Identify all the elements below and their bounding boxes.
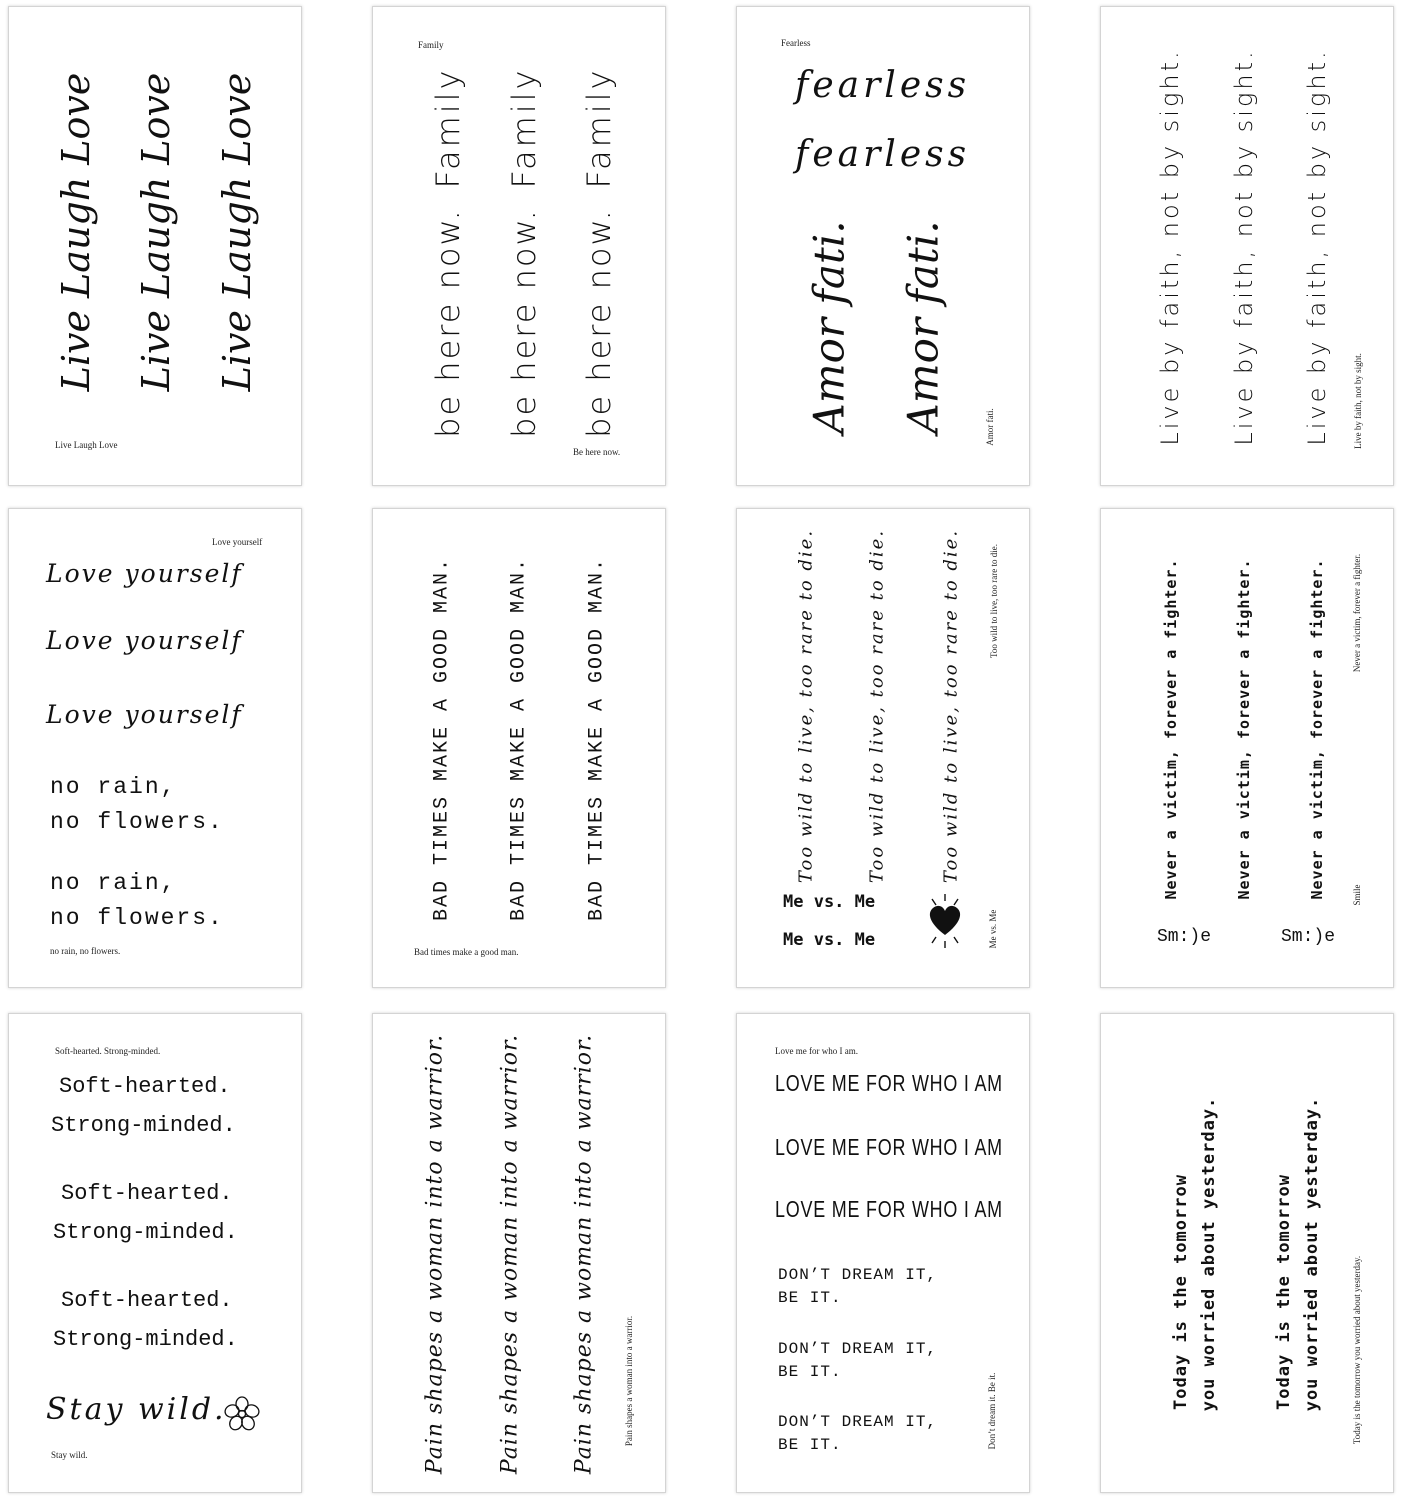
card-caption-side: Amor fati. — [985, 408, 995, 446]
tattoo-line: Soft-hearted. — [59, 1074, 231, 1099]
tattoo-card-fearless — [736, 6, 1030, 486]
tattoo-line: Strong-minded. — [53, 1327, 238, 1352]
tattoo-phrase: Live Laugh Love — [54, 72, 98, 392]
tattoo-dream-line: DON’T DREAM IT, — [778, 1340, 938, 1358]
tattoo-dream-line: BE IT. — [778, 1436, 842, 1454]
card-caption-me: Me vs. Me — [988, 909, 998, 949]
tattoo-line: you worried about yesterday. — [1302, 1096, 1322, 1412]
tattoo-line: Strong-minded. — [53, 1220, 238, 1245]
tattoo-phrase: BAD TIMES MAKE A GOOD MAN. — [430, 556, 454, 922]
tattoo-word: fearless — [795, 65, 971, 106]
card-caption-side: Too wild to live, too rare to die. — [989, 543, 999, 659]
tattoo-phrase: Live Laugh Love — [215, 72, 259, 392]
tattoo-word: Family — [429, 67, 467, 189]
tattoo-phrase: be here now. — [505, 208, 543, 438]
tattoo-word: Family — [505, 67, 543, 189]
tattoo-dream-line: BE IT. — [778, 1289, 842, 1307]
card-caption-side: Pain shapes a woman into a warrior. — [624, 1315, 634, 1447]
tattoo-phrase: Pain shapes a woman into a warrior. — [571, 1033, 597, 1475]
tattoo-line: Today is the tomorrow — [1274, 1174, 1294, 1410]
tattoo-phrase: Live by faith, not by sight. — [1230, 48, 1258, 446]
tattoo-card-today-is-tomorrow — [1100, 1013, 1394, 1493]
card-caption-smile: Smile — [1352, 884, 1362, 906]
card-caption-top: Love me for who I am. — [775, 1046, 858, 1056]
tattoo-line: Soft-hearted. — [61, 1181, 233, 1206]
tattoo-phrase: Never a victim, forever a fighter. — [1308, 558, 1326, 900]
tattoo-phrase: Too wild to live, too rare to die. — [866, 528, 888, 884]
card-caption-bottom: Stay wild. — [51, 1450, 88, 1460]
tattoo-script: Love yourself — [46, 559, 243, 588]
card-caption-bottom: no rain, no flowers. — [50, 946, 121, 956]
tattoo-line: Soft-hearted. — [61, 1288, 233, 1313]
card-caption-side: Today is the tomorrow you worried about yesterday. — [1352, 1255, 1362, 1445]
tattoo-phrase: Pain shapes a woman into a warrior. — [497, 1033, 523, 1475]
tattoo-line: Strong-minded. — [51, 1113, 236, 1138]
card-caption: Bad times make a good man. — [414, 947, 519, 957]
tattoo-card-love-me — [736, 1013, 1030, 1493]
card-caption-side: Don’t dream it. Be it. — [987, 1372, 997, 1450]
tattoo-line: no flowers. — [50, 809, 224, 835]
tattoo-script: Stay wild. — [46, 1392, 227, 1427]
tattoo-phrase: be here now. — [580, 208, 618, 438]
tattoo-me-vs-me: Me vs. Me — [783, 930, 876, 950]
tattoo-phrase: Too wild to live, too rare to die. — [940, 528, 962, 884]
card-caption-bottom: Be here now. — [573, 447, 621, 457]
card-caption: Live Laugh Love — [55, 440, 118, 450]
tattoo-line: no rain, — [50, 870, 177, 896]
tattoo-dream-line: BE IT. — [778, 1363, 842, 1381]
card-caption-top: Soft-hearted. Strong-minded. — [55, 1046, 161, 1056]
tattoo-line: no flowers. — [50, 905, 224, 931]
tattoo-card-live-laugh-love — [8, 6, 302, 486]
tattoo-card-love-yourself — [8, 508, 302, 988]
tattoo-phrase: BAD TIMES MAKE A GOOD MAN. — [585, 556, 609, 922]
tattoo-card-pain-shapes — [372, 1013, 666, 1493]
tattoo-script: Love yourself — [46, 626, 243, 655]
tattoo-me-vs-me: Me vs. Me — [783, 892, 876, 912]
card-caption-top: Family — [418, 40, 444, 50]
tattoo-card-soft-hearted — [8, 1013, 302, 1493]
card-caption-top: Fearless — [781, 38, 811, 48]
tattoo-smile: Sm:)e — [1157, 927, 1212, 947]
tattoo-dream-line: DON’T DREAM IT, — [778, 1266, 938, 1284]
tattoo-smile: Sm:)e — [1281, 927, 1336, 947]
tattoo-phrase: be here now. — [429, 208, 467, 438]
tattoo-line: no rain, — [50, 774, 177, 800]
tattoo-card-bad-times — [372, 508, 666, 988]
tattoo-card-family — [372, 6, 666, 486]
tattoo-line: LOVE ME FOR WHO I AM — [775, 1134, 1003, 1160]
tattoo-phrase: Live by faith, not by sight. — [1303, 48, 1331, 446]
tattoo-phrase: Amor fati. — [898, 220, 948, 434]
tattoo-line: LOVE ME FOR WHO I AM — [775, 1070, 1003, 1096]
tattoo-phrase: Amor fati. — [804, 220, 854, 434]
tattoo-card-too-wild — [736, 508, 1030, 988]
tattoo-line: you worried about yesterday. — [1199, 1096, 1219, 1412]
tattoo-card-never-a-victim — [1100, 508, 1394, 988]
tattoo-line: LOVE ME FOR WHO I AM — [775, 1196, 1003, 1222]
tattoo-word: Family — [580, 67, 618, 189]
tattoo-phrase: Pain shapes a woman into a warrior. — [422, 1033, 448, 1475]
tattoo-phrase: Live by faith, not by sight. — [1156, 48, 1184, 446]
tattoo-phrase: Too wild to live, too rare to die. — [795, 528, 817, 884]
tattoo-phrase: Never a victim, forever a fighter. — [1162, 558, 1180, 900]
tattoo-line: Today is the tomorrow — [1171, 1174, 1191, 1410]
card-caption-side: Live by faith, not by sight. — [1353, 353, 1363, 449]
tattoo-dream-line: DON’T DREAM IT, — [778, 1413, 938, 1431]
tattoo-phrase: BAD TIMES MAKE A GOOD MAN. — [507, 556, 531, 922]
tattoo-script: Love yourself — [46, 700, 243, 729]
card-caption-side: Never a victim, forever a fighter. — [1352, 553, 1362, 673]
heart-icon — [923, 891, 967, 951]
card-caption-top: Love yourself — [212, 537, 263, 547]
tattoo-card-live-by-faith — [1100, 6, 1394, 486]
tattoo-phrase: Live Laugh Love — [134, 72, 178, 392]
flower-icon — [223, 1395, 261, 1433]
tattoo-phrase: Never a victim, forever a fighter. — [1235, 558, 1253, 900]
tattoo-word: fearless — [795, 134, 971, 175]
